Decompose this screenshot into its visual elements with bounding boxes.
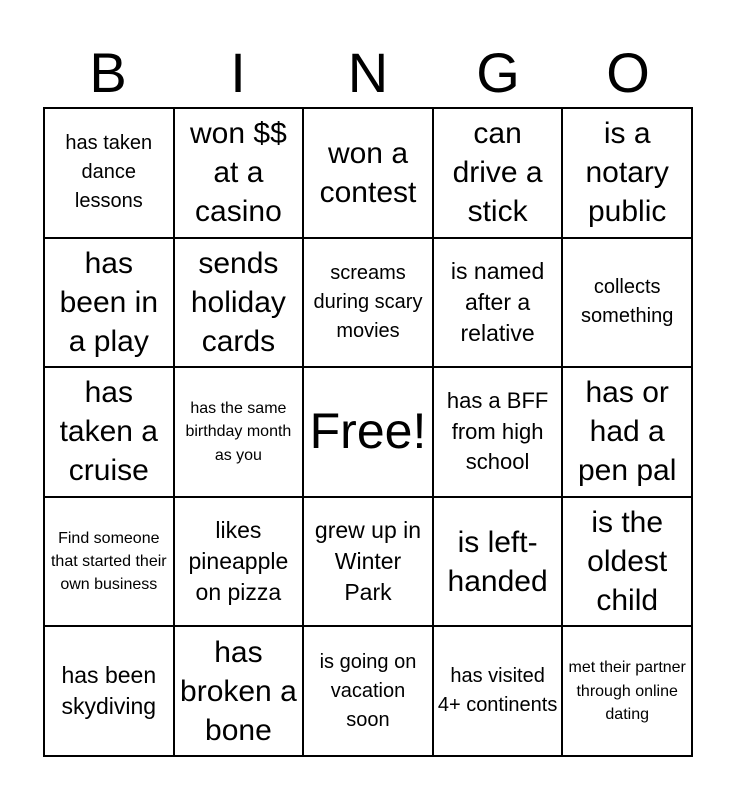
bingo-cell-text: Find someone that started their own business <box>50 529 167 594</box>
bingo-cell[interactable] <box>303 108 433 238</box>
bingo-cell-text: is named after a relative <box>450 257 545 346</box>
bingo-cell-text: has or had a pen pal <box>577 376 677 488</box>
bingo-cell-text: has broken a bone <box>180 635 297 747</box>
bingo-cell[interactable] <box>303 497 433 627</box>
bingo-cell-text: grew up in Winter Park <box>314 517 422 606</box>
bingo-cell[interactable] <box>433 626 563 756</box>
bingo-cell[interactable] <box>44 108 174 238</box>
bingo-cell-text: has been skydiving <box>61 662 157 720</box>
bingo-cell-text: sends holiday cards <box>190 246 286 358</box>
bingo-cell[interactable] <box>433 238 563 368</box>
bingo-cell[interactable] <box>433 497 563 627</box>
header-letter-o: O <box>606 41 650 104</box>
bingo-cell[interactable] <box>174 108 304 238</box>
bingo-cell-text: met their partner through online dating <box>568 659 686 723</box>
bingo-cell-text: is the oldest child <box>587 506 668 618</box>
bingo-cell-text: likes pineapple on pizza <box>188 517 289 606</box>
bingo-cell[interactable] <box>44 626 174 756</box>
bingo-cell-text: has been in a play <box>59 246 159 358</box>
bingo-cell[interactable] <box>562 497 692 627</box>
bingo-cell[interactable] <box>174 626 304 756</box>
bingo-cell[interactable] <box>174 367 304 497</box>
bingo-cell[interactable] <box>174 497 304 627</box>
bingo-cell-text: won $$ at a casino <box>190 117 287 229</box>
bingo-cell-text: can drive a stick <box>452 117 543 229</box>
header-letter-i: I <box>230 41 246 104</box>
bingo-cell[interactable] <box>303 238 433 368</box>
free-space-text: Free! <box>309 403 427 460</box>
bingo-cell[interactable] <box>562 108 692 238</box>
header-letter-g: G <box>476 41 520 104</box>
bingo-cell-text: is a notary public <box>585 117 669 229</box>
bingo-cell-text: won a contest <box>319 136 417 209</box>
bingo-cell-text: is going on vacation soon <box>319 650 417 731</box>
bingo-cell-text: is left-handed <box>447 525 548 598</box>
bingo-cell[interactable] <box>44 238 174 368</box>
bingo-cell[interactable] <box>174 238 304 368</box>
bingo-cell-text: has taken dance lessons <box>65 132 153 213</box>
bingo-cell-text: has visited 4+ continents <box>437 665 558 717</box>
bingo-cell[interactable] <box>44 497 174 627</box>
bingo-cell[interactable] <box>562 626 692 756</box>
bingo-cell-text: has a BFF from high school <box>446 387 549 475</box>
bingo-card <box>43 107 693 757</box>
header-letter-n: N <box>347 41 389 104</box>
free-space[interactable] <box>303 367 433 497</box>
bingo-header <box>43 38 693 108</box>
bingo-cell-text: collects something <box>581 276 674 328</box>
bingo-cell-text: has the same birthday month as you <box>185 400 292 464</box>
bingo-cell[interactable] <box>433 367 563 497</box>
bingo-cell[interactable] <box>303 626 433 756</box>
bingo-cell[interactable] <box>433 108 563 238</box>
bingo-cell[interactable] <box>562 238 692 368</box>
bingo-cell[interactable] <box>44 367 174 497</box>
bingo-cell-text: has taken a cruise <box>59 376 158 488</box>
bingo-cell[interactable] <box>562 367 692 497</box>
bingo-cell-text: screams during scary movies <box>313 261 423 342</box>
header-letter-b: B <box>89 41 127 104</box>
